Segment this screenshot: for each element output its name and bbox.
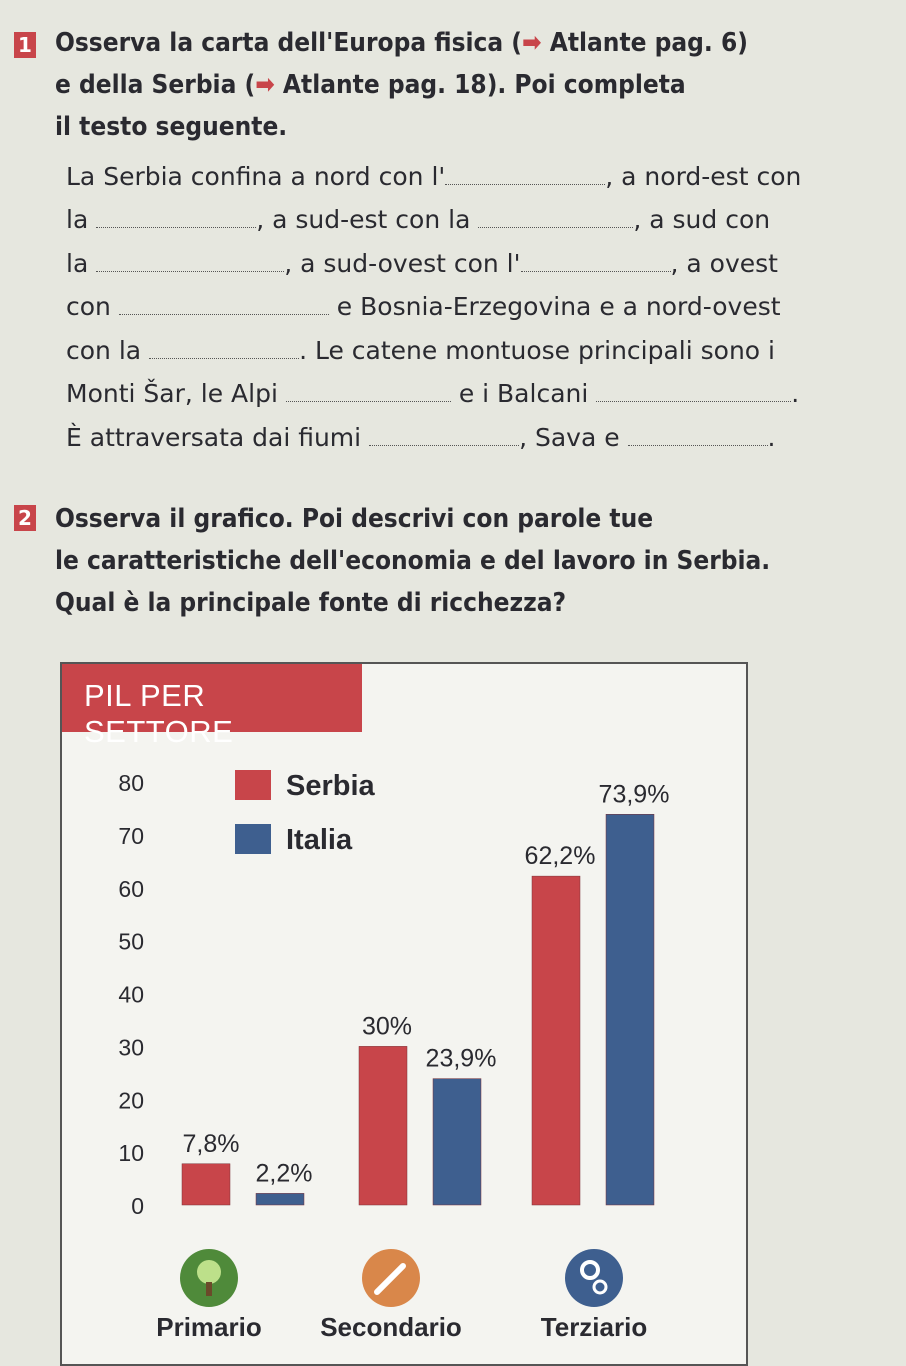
- y-tick-label: 50: [118, 928, 144, 955]
- legend-swatch: [235, 824, 271, 854]
- y-tick-label: 40: [118, 981, 144, 1008]
- y-tick-label: 10: [118, 1140, 144, 1167]
- tree-trunk: [206, 1282, 212, 1296]
- instruction-line: Osserva il grafico. Poi descrivi con parole tue: [55, 504, 654, 534]
- data-label: 62,2%: [524, 842, 596, 871]
- answer-blank[interactable]: [445, 164, 605, 185]
- category-label: Secondario: [320, 1312, 462, 1342]
- instruction-line: il testo seguente.: [55, 112, 288, 142]
- legend-label: Serbia: [286, 770, 375, 802]
- bar-chart-svg: [62, 664, 746, 1348]
- y-tick-label: 60: [118, 875, 144, 902]
- data-label: 23,9%: [425, 1044, 497, 1073]
- answer-blank[interactable]: [628, 425, 768, 446]
- text-line: la , a sud-ovest con l' , a ovest: [66, 249, 778, 278]
- text-line: È attraversata dai fiumi , Sava e .: [66, 423, 776, 452]
- y-tick-label: 30: [118, 1034, 144, 1061]
- exercise-1-instruction: [55, 22, 748, 148]
- category-label: Terziario: [540, 1312, 648, 1342]
- exercise-2-instruction: [55, 498, 770, 624]
- answer-blank[interactable]: [96, 207, 256, 228]
- exercise-1-number: 1: [14, 32, 36, 58]
- arrow-icon: ➡: [255, 70, 275, 100]
- gdp-by-sector-chart: [60, 662, 748, 1366]
- data-label: 30%: [361, 1012, 413, 1041]
- bar-italia: [256, 1193, 304, 1205]
- text-line: con e Bosnia-Erzegovina e a nord-ovest: [66, 292, 781, 321]
- answer-blank[interactable]: [521, 251, 671, 272]
- text-line: la , a sud-est con la , a sud con: [66, 205, 771, 234]
- tree-crown: [197, 1260, 221, 1284]
- chart-title: PIL PER SETTORE: [84, 678, 234, 749]
- y-tick-label: 80: [118, 770, 144, 796]
- text-line: con la . Le catene montuose principali sono i: [66, 336, 775, 365]
- data-label: 73,9%: [598, 780, 670, 809]
- legend-swatch: [235, 770, 271, 800]
- bar-serbia: [359, 1046, 407, 1205]
- y-tick-label: 70: [118, 822, 144, 849]
- bar-serbia: [532, 876, 580, 1205]
- data-label: 7,8%: [182, 1129, 240, 1158]
- answer-blank[interactable]: [149, 338, 299, 359]
- legend-label: Italia: [286, 824, 353, 856]
- text-line: La Serbia confina a nord con l' , a nord-est con: [66, 162, 802, 191]
- bar-italia: [606, 814, 654, 1205]
- y-tick-label: 0: [131, 1193, 144, 1219]
- instruction-line: e della Serbia (➡ Atlante pag. 18). Poi completa: [55, 70, 686, 100]
- instruction-line: Qual è la principale fonte di ricchezza?: [55, 588, 567, 618]
- answer-blank[interactable]: [369, 425, 519, 446]
- instruction-line: le caratteristiche dell'economia e del lavoro in Serbia.: [55, 546, 771, 576]
- exercise-2-number: 2: [14, 505, 36, 531]
- data-label: 2,2%: [255, 1159, 313, 1188]
- answer-blank[interactable]: [478, 207, 633, 228]
- answer-blank[interactable]: [596, 381, 791, 402]
- text-line: Monti Šar, le Alpi e i Balcani .: [66, 379, 800, 408]
- answer-blank[interactable]: [286, 381, 451, 402]
- arrow-icon: ➡: [521, 28, 542, 58]
- bar-italia: [433, 1079, 481, 1205]
- y-tick-label: 20: [118, 1087, 144, 1114]
- answer-blank[interactable]: [119, 294, 329, 315]
- answer-blank[interactable]: [96, 251, 284, 272]
- bar-serbia: [182, 1164, 230, 1205]
- category-label: Primario: [156, 1312, 262, 1342]
- instruction-line: Osserva la carta dell'Europa fisica (➡ Atlante pag. 6): [55, 28, 748, 58]
